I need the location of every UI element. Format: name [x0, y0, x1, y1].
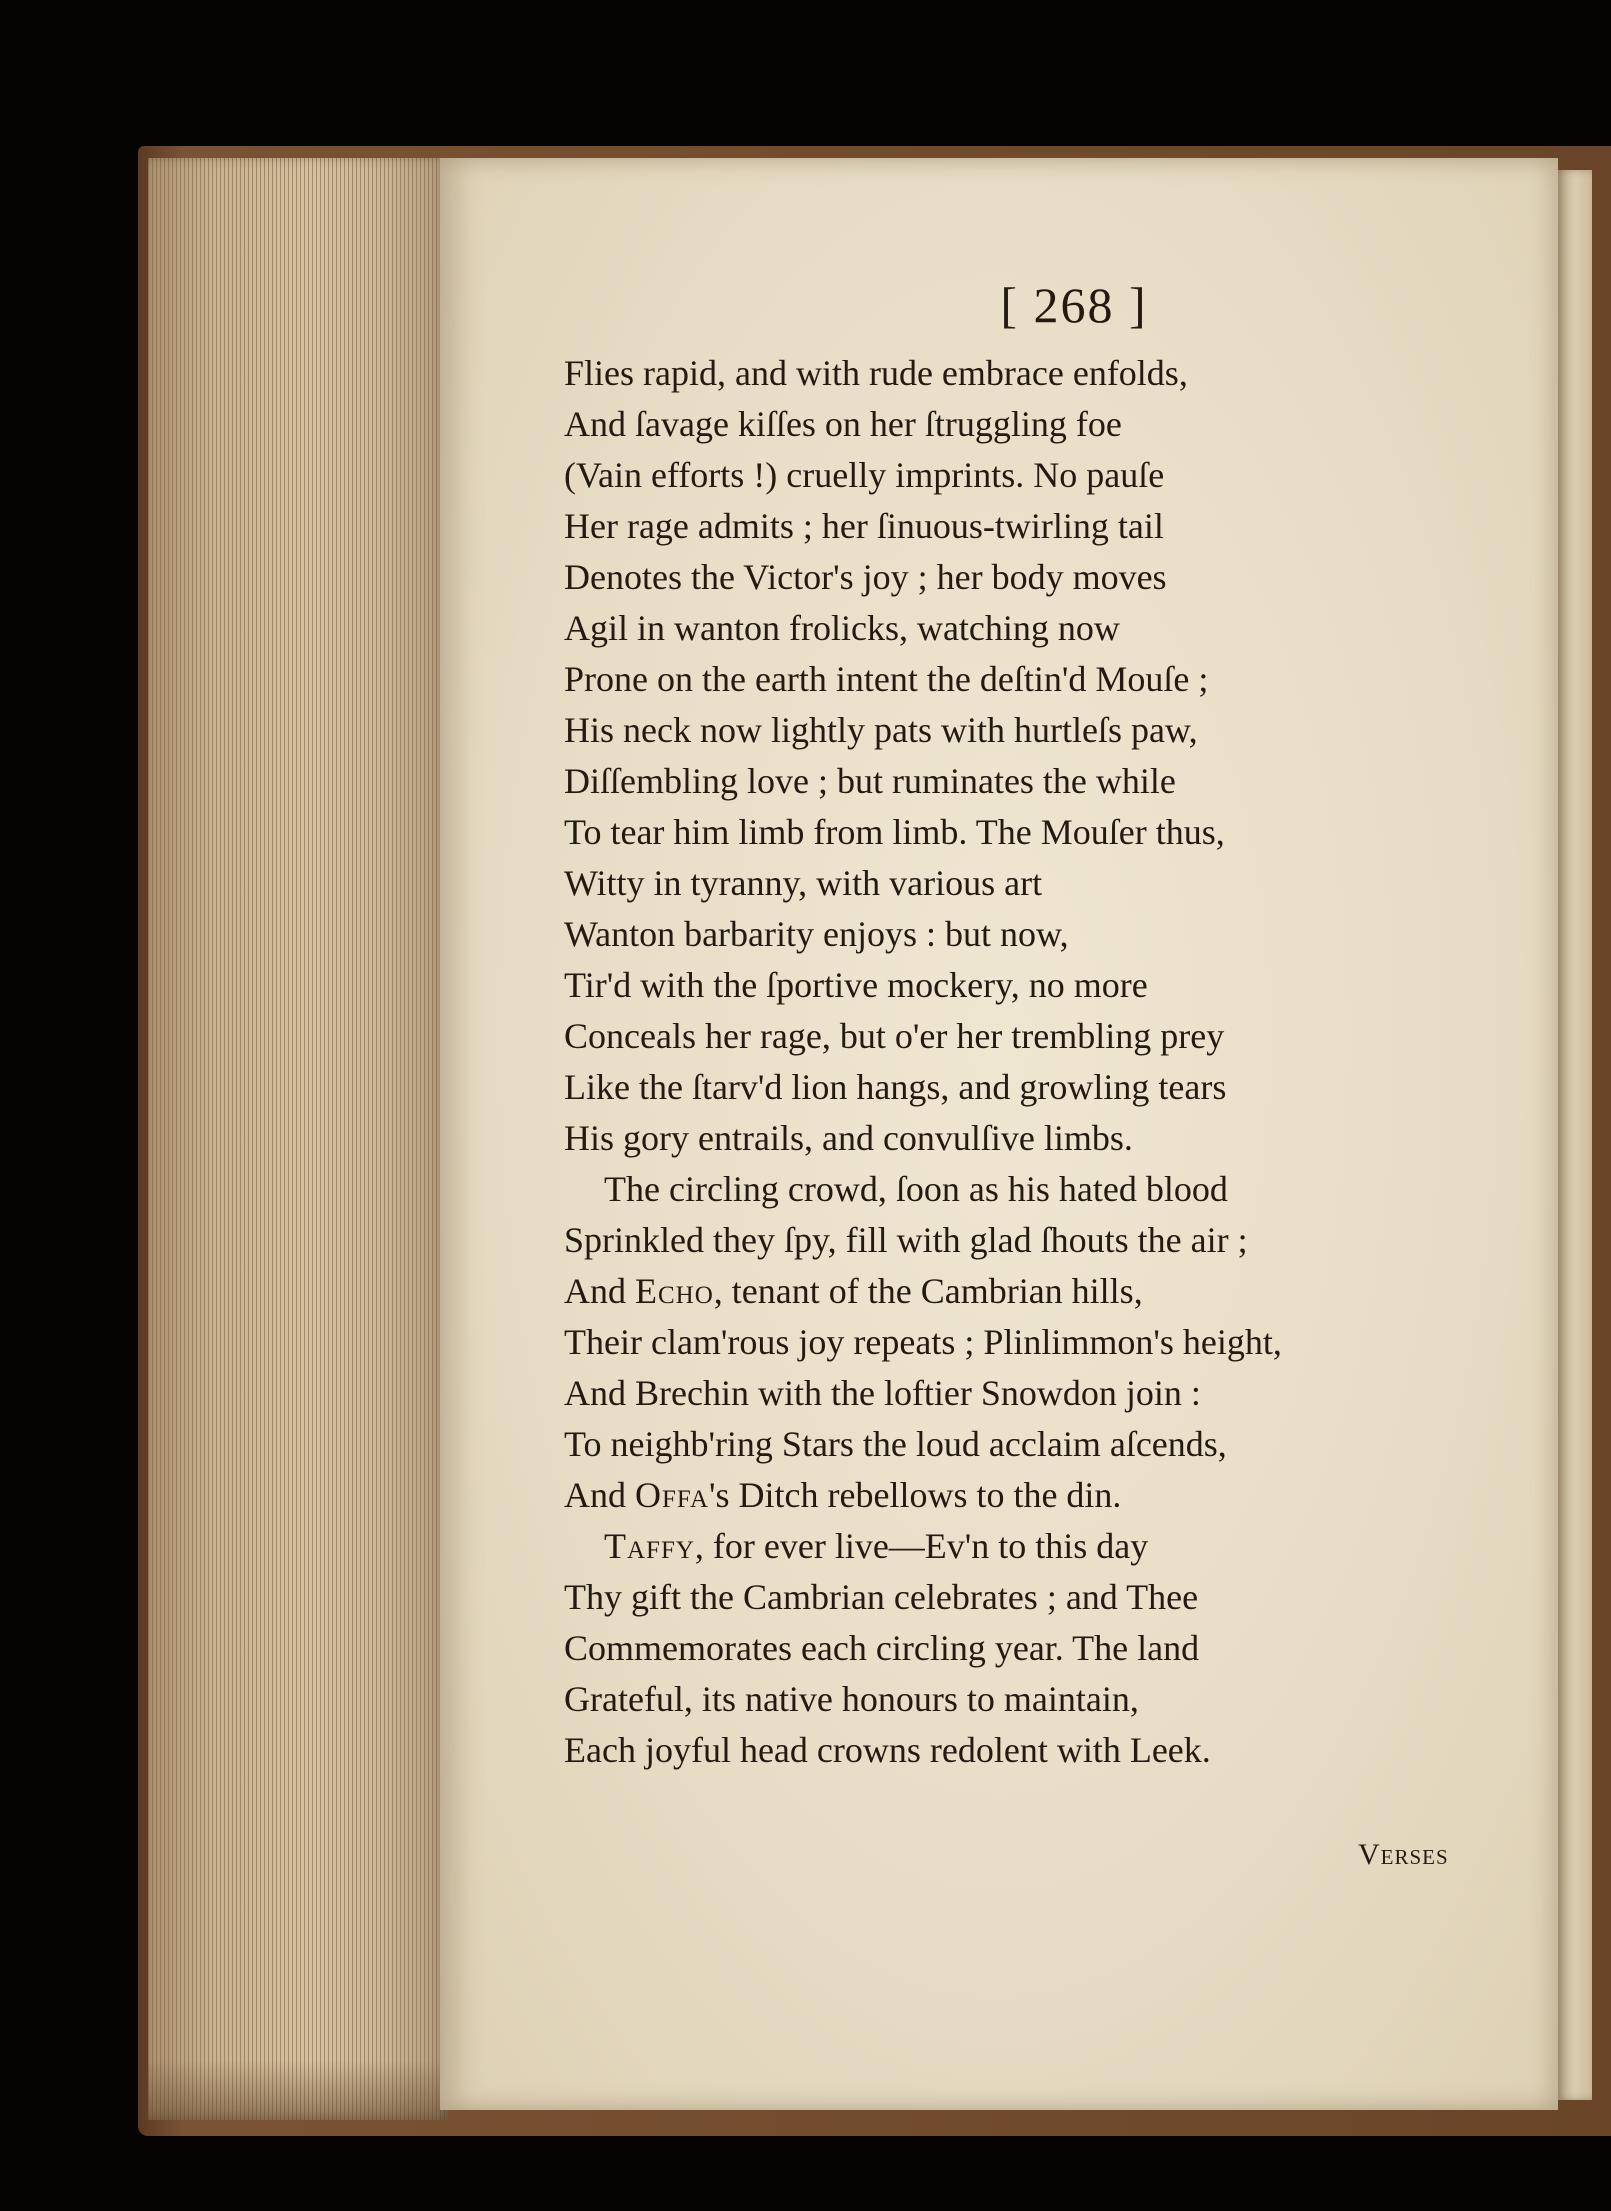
poem-line: His neck now lightly pats with hurtleſs paw, [564, 710, 1198, 750]
poem-line-offa [564, 1470, 1444, 1521]
poem-line-echo [564, 1266, 1444, 1317]
poem-line: Her rage admits ; her ſinuous-twirling tail [564, 506, 1164, 546]
poem-line: Diſſembling love ; but ruminates the while [564, 761, 1176, 801]
poem-line: Wanton barbarity enjoys : but now, [564, 914, 1069, 954]
poem-line: Conceals her rage, but o'er her trembling prey [564, 1016, 1225, 1056]
poem-line: His gory entrails, and convulſive limbs. [564, 1118, 1133, 1158]
page-header: [ 268 ] [1000, 277, 1148, 333]
next-page-edge [1558, 170, 1592, 2100]
book-page [440, 158, 1558, 2110]
poem-line: Grateful, its native honours to maintain, [564, 1679, 1139, 1719]
poem-line: Commemorates each circling year. The land [564, 1628, 1200, 1668]
text-run: 's Ditch rebellows to the din. [709, 1475, 1122, 1515]
poem-line: Prone on the earth intent the deſtin'd Mouſe ; [564, 659, 1209, 699]
poem-line: (Vain efforts !) cruelly imprints. No pauſe [564, 455, 1165, 495]
text-run: , for ever live—Ev'n to this day [694, 1526, 1149, 1566]
poem-line: Agil in wanton frolicks, watching now [564, 608, 1120, 648]
taffy-name: Taffy [604, 1526, 695, 1566]
poem-line: And Brechin with the loftier Snowdon join : [564, 1373, 1201, 1413]
poem-line: The circling crowd, ſoon as his hated blood [604, 1169, 1228, 1209]
poem-line: Tir'd with the ſportive mockery, no more [564, 965, 1148, 1005]
poem-line: Each joyful head crowns redolent with Leek. [564, 1730, 1211, 1770]
poem-line-taffy [564, 1521, 1444, 1572]
poem-line: Witty in tyranny, with various art [564, 863, 1043, 903]
poem-text [564, 348, 1444, 1776]
poem-line: To neighb'ring Stars the loud acclaim aſcends, [564, 1424, 1227, 1464]
catchword: Verses [1358, 1838, 1449, 1871]
poem-line: And ſavage kiſſes on her ſtruggling foe [564, 404, 1122, 444]
poem-line: Sprinkled they ſpy, fill with glad ſhouts the air ; [564, 1220, 1248, 1260]
poem-line: Like the ſtarv'd lion hangs, and growling tears [564, 1067, 1227, 1107]
poem-line: Flies rapid, and with rude embrace enfolds, [564, 353, 1188, 393]
page-edges [148, 158, 448, 2120]
text-run: And [564, 1475, 635, 1515]
poem-line: Denotes the Victor's joy ; her body moves [564, 557, 1167, 597]
echo-name: Echo [635, 1271, 714, 1311]
poem-line: To tear him limb from limb. The Mouſer thus, [564, 812, 1225, 852]
poem-line: Their clam'rous joy repeats ; Plinlimmon's height, [564, 1322, 1282, 1362]
poem-line: Thy gift the Cambrian celebrates ; and Thee [564, 1577, 1199, 1617]
offa-name: Offa [635, 1475, 710, 1515]
text-run: , tenant of the Cambrian hills, [713, 1271, 1143, 1311]
text-run: And [564, 1271, 635, 1311]
